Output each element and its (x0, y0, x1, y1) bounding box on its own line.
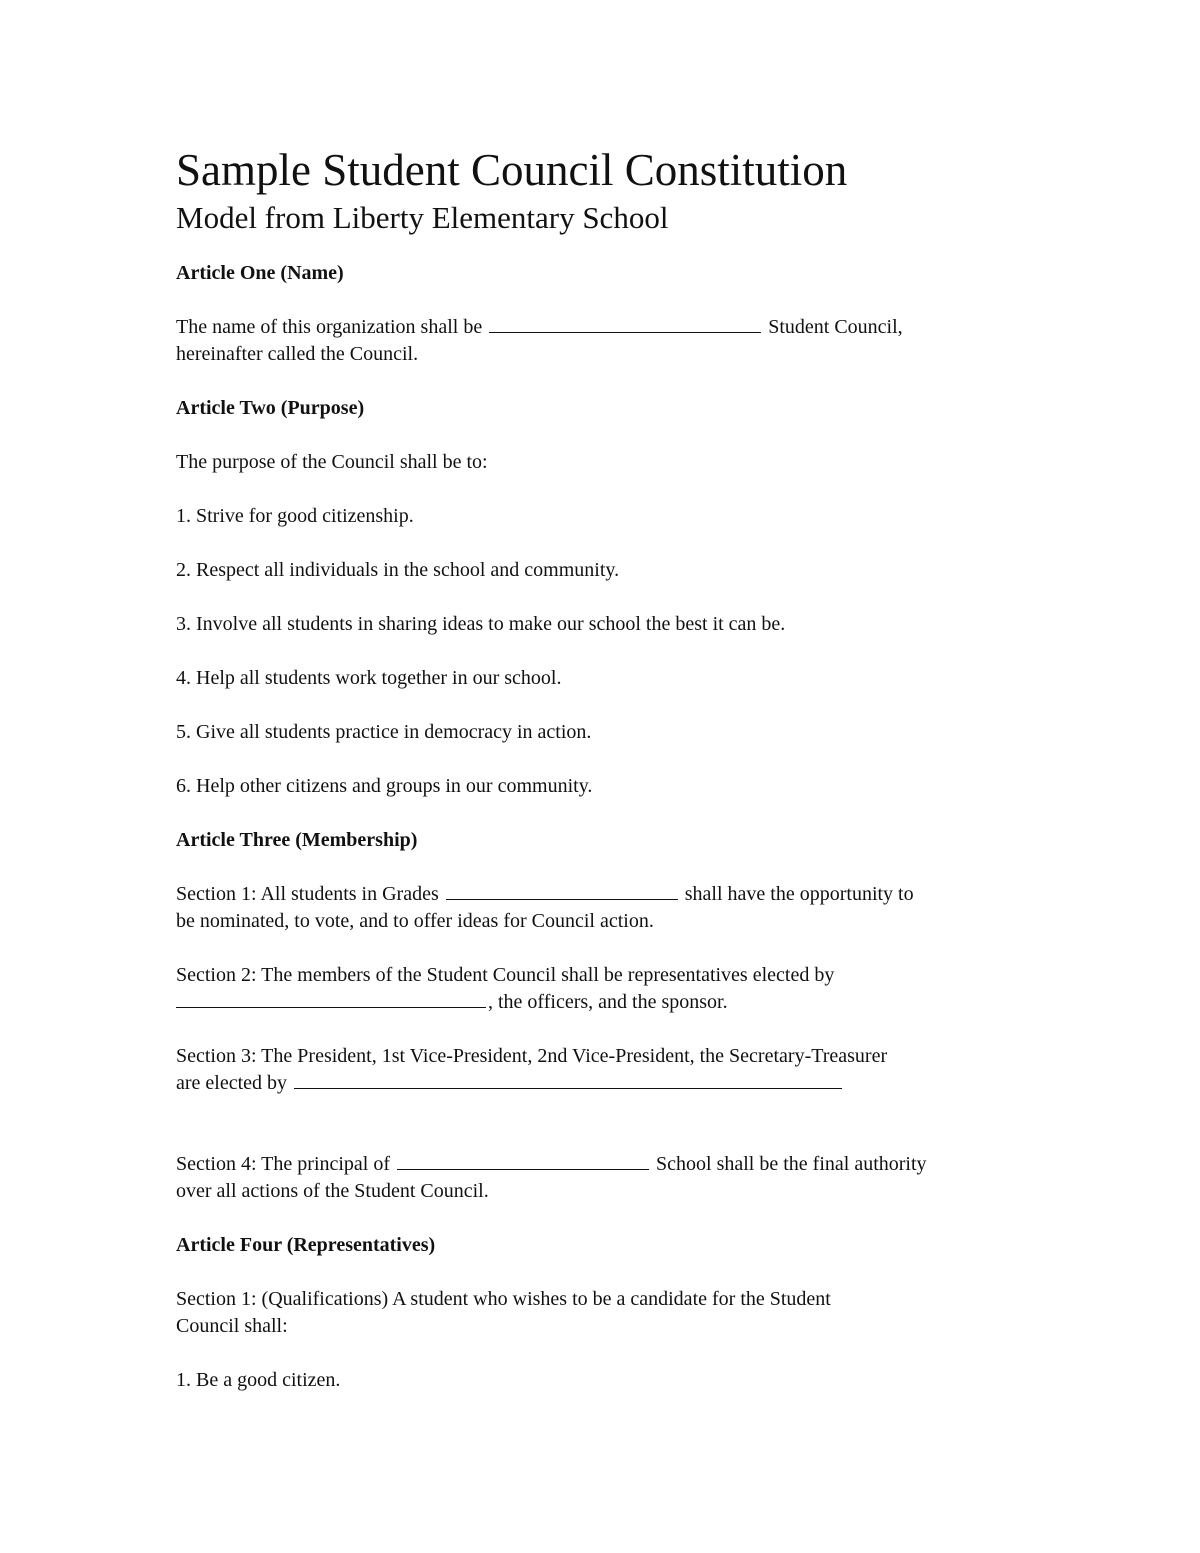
membership-section-2-line1: Section 2: The members of the Student Council shall be representatives elected by (176, 964, 835, 986)
article-one-text-after: Student Council, (768, 316, 903, 338)
membership-section-1 (176, 881, 1046, 935)
school-name-blank[interactable] (397, 1151, 649, 1170)
document-subtitle: Model from Liberty Elementary School (176, 200, 669, 235)
membership-section-1-line2: be nominated, to vote, and to offer ideas for Council action. (176, 910, 654, 932)
membership-section-3 (176, 1043, 1046, 1097)
representatives-section-1-line1: Section 1: (Qualifications) A student who wishes to be a candidate for the Student (176, 1288, 831, 1310)
electors-blank[interactable] (176, 989, 486, 1008)
article-one-heading: Article One (Name) (176, 262, 344, 284)
purpose-item-5: 5. Give all students practice in democracy in action. (176, 721, 592, 743)
grades-blank[interactable] (446, 881, 678, 900)
representatives-section-1 (176, 1286, 1046, 1340)
purpose-item-2: 2. Respect all individuals in the school and community. (176, 559, 620, 581)
purpose-item-3: 3. Involve all students in sharing ideas to make our school the best it can be. (176, 613, 786, 635)
article-two-heading: Article Two (Purpose) (176, 397, 365, 419)
membership-section-4 (176, 1151, 1046, 1205)
article-three-heading: Article Three (Membership) (176, 829, 418, 851)
membership-section-4-line2: over all actions of the Student Council. (176, 1180, 489, 1202)
article-one-text-before: The name of this organization shall be (176, 316, 483, 338)
organization-name-blank[interactable] (489, 314, 761, 333)
article-two-intro: The purpose of the Council shall be to: (176, 451, 488, 473)
membership-section-1-after: shall have the opportunity to (684, 883, 914, 905)
membership-section-3-before: are elected by (176, 1072, 288, 1094)
article-four-heading: Article Four (Representatives) (176, 1234, 436, 1256)
article-one-text (176, 314, 1046, 368)
membership-section-4-after: School shall be the final authority (656, 1153, 927, 1175)
document-page (176, 142, 1046, 1421)
purpose-item-6: 6. Help other citizens and groups in our community. (176, 775, 593, 797)
membership-section-4-before: Section 4: The principal of (176, 1153, 391, 1175)
article-one-text-line2: hereinafter called the Council. (176, 343, 419, 365)
membership-section-2 (176, 962, 1046, 1016)
membership-section-2-after: , the officers, and the sponsor. (488, 991, 728, 1013)
representatives-section-1-line2: Council shall: (176, 1315, 288, 1337)
officers-electors-blank[interactable] (294, 1070, 842, 1089)
qualification-item-1: 1. Be a good citizen. (176, 1369, 341, 1391)
membership-section-1-before: Section 1: All students in Grades (176, 883, 439, 905)
document-title: Sample Student Council Constitution (176, 145, 848, 195)
purpose-item-1: 1. Strive for good citizenship. (176, 505, 414, 527)
purpose-item-4: 4. Help all students work together in our school. (176, 667, 562, 689)
membership-section-3-line1: Section 3: The President, 1st Vice-President, 2nd Vice-President, the Secretary-Treasurer (176, 1045, 888, 1067)
